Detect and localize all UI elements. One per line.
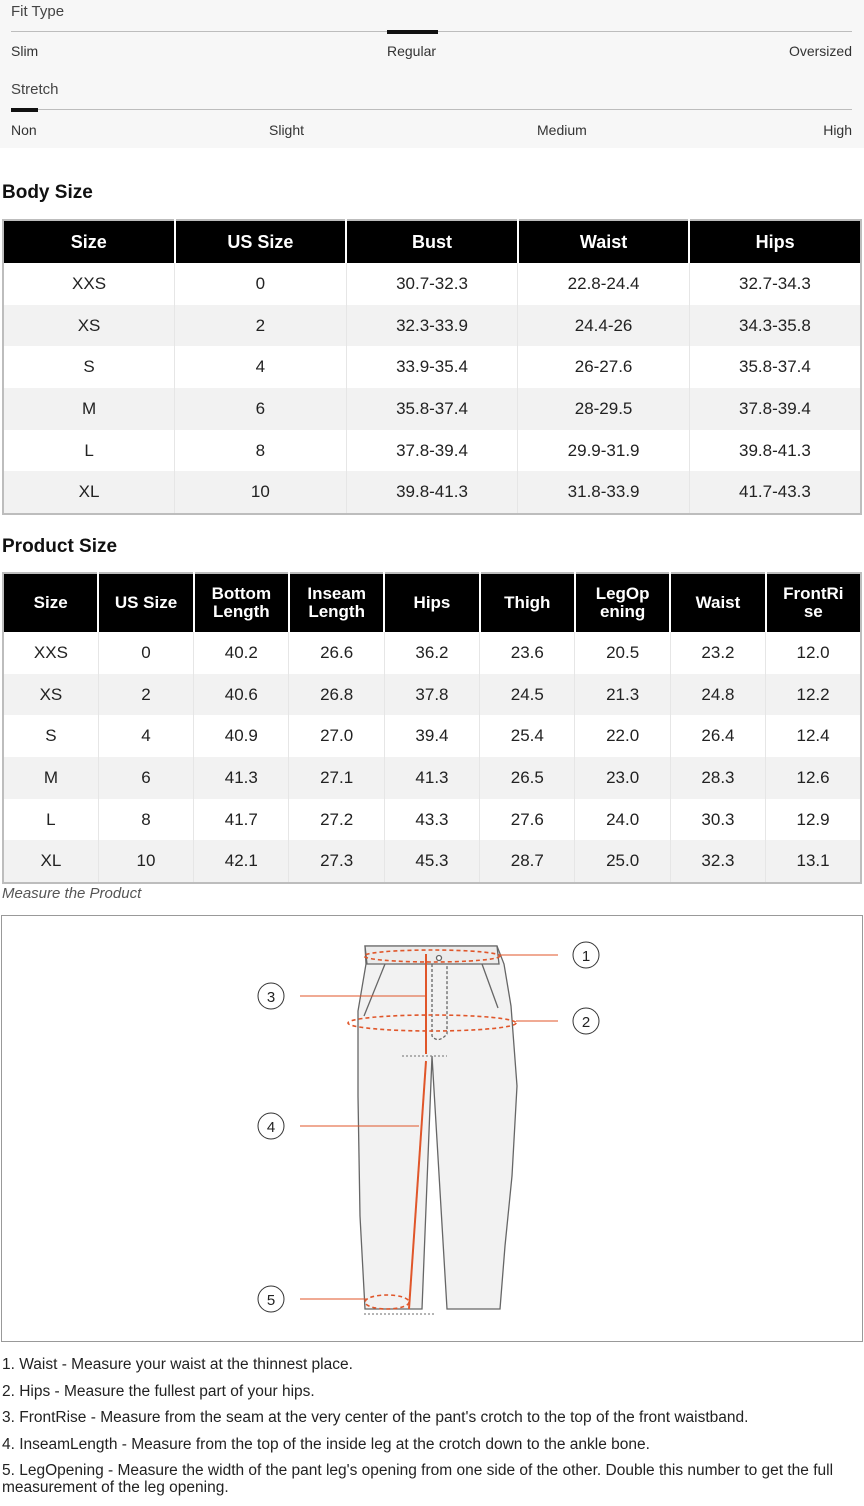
product-size-cell: 12.9 bbox=[766, 799, 861, 841]
callout-3-label: 3 bbox=[266, 989, 276, 1006]
note-hips: 2. Hips - Measure the fullest part of your hips. bbox=[2, 1382, 315, 1400]
product-size-cell: 27.2 bbox=[289, 799, 384, 841]
callout-5 bbox=[258, 1286, 284, 1312]
product-size-cell: 13.1 bbox=[766, 840, 861, 883]
product-size-cell: 26.4 bbox=[670, 715, 765, 757]
body-size-cell: 35.8-37.4 bbox=[346, 388, 518, 430]
stretch-label: Stretch bbox=[11, 81, 59, 98]
body-size-cell: 10 bbox=[175, 471, 347, 514]
product-size-cell: 12.4 bbox=[766, 715, 861, 757]
body-size-cell: 30.7-32.3 bbox=[346, 263, 518, 305]
product-size-cell: 28.3 bbox=[670, 757, 765, 799]
product-size-cell: 12.6 bbox=[766, 757, 861, 799]
product-size-cell: 12.0 bbox=[766, 632, 861, 674]
body-size-cell: S bbox=[83, 357, 95, 377]
product-size-header-cell: Size bbox=[3, 573, 98, 632]
stretch-option-non: Non bbox=[11, 122, 37, 138]
fit-stretch-panel bbox=[0, 0, 864, 148]
product-size-cell: 40.2 bbox=[194, 632, 289, 674]
fit-option-regular: Regular bbox=[387, 43, 437, 59]
note-waist: 1. Waist - Measure your waist at the thinnest place. bbox=[2, 1356, 353, 1373]
body-size-row bbox=[3, 471, 861, 514]
stretch-track bbox=[11, 109, 852, 110]
product-size-cell: 41.3 bbox=[384, 757, 479, 799]
product-size-cell: 25.4 bbox=[480, 715, 575, 757]
product-size-header-cell: Inseam Length bbox=[289, 573, 384, 632]
waistband bbox=[365, 946, 499, 964]
body-size-cell: 41.7-43.3 bbox=[689, 471, 861, 514]
body-size-cell: XXS bbox=[72, 273, 107, 293]
product-size-header-cell: FrontRi se bbox=[766, 573, 861, 632]
body-size-cell: 28-29.5 bbox=[518, 388, 690, 430]
product-size-row bbox=[3, 799, 861, 841]
product-size-row bbox=[3, 757, 861, 799]
product-size-cell: 30.3 bbox=[670, 799, 765, 841]
product-size-cell: 24.8 bbox=[670, 674, 765, 716]
body-size-row bbox=[3, 346, 861, 388]
body-size-cell: XL bbox=[3, 471, 175, 514]
body-size-row bbox=[3, 388, 861, 430]
product-size-cell: 20.5 bbox=[575, 632, 670, 674]
body-size-cell: 39.8-41.3 bbox=[689, 430, 861, 472]
body-size-cell: 4 bbox=[175, 346, 347, 388]
product-size-cell: 25.0 bbox=[575, 840, 670, 883]
product-size-cell: 24.0 bbox=[575, 799, 670, 841]
body-size-cell: 0 bbox=[175, 263, 347, 305]
product-size-table bbox=[2, 572, 862, 884]
waist-button bbox=[437, 956, 442, 961]
product-size-cell: 26.6 bbox=[289, 632, 384, 674]
product-size-cell: S bbox=[45, 726, 57, 746]
callout-3 bbox=[258, 983, 284, 1009]
product-size-header-cell: US Size bbox=[98, 573, 193, 632]
product-size-cell: XL bbox=[3, 840, 98, 883]
product-size-cell: 26.5 bbox=[480, 757, 575, 799]
body-size-cell: L bbox=[84, 440, 94, 460]
stretch-option-medium: Medium bbox=[537, 122, 587, 138]
product-size-cell: 32.3 bbox=[670, 840, 765, 883]
product-size-cell: XXS bbox=[33, 642, 68, 662]
body-size-row bbox=[3, 305, 861, 347]
product-size-cell: 39.4 bbox=[384, 715, 479, 757]
measure-diagram bbox=[1, 915, 863, 1342]
product-size-cell: 8 bbox=[98, 799, 193, 841]
body-size-cell: 2 bbox=[175, 305, 347, 347]
body-size-cell: 39.8-41.3 bbox=[346, 471, 518, 514]
measure-caption: Measure the Product bbox=[2, 885, 142, 902]
product-size-title: Product Size bbox=[2, 536, 118, 557]
product-size-cell: L bbox=[46, 809, 56, 829]
product-size-cell: 6 bbox=[98, 757, 193, 799]
body-size-cell: 32.7-34.3 bbox=[689, 263, 861, 305]
product-size-cell: 37.8 bbox=[384, 674, 479, 716]
body-size-header-cell: Hips bbox=[689, 220, 861, 263]
fit-type-label: Fit Type bbox=[11, 3, 65, 20]
callout-2-label: 2 bbox=[581, 1014, 591, 1031]
product-size-cell: 41.3 bbox=[194, 757, 289, 799]
product-size-cell: 2 bbox=[98, 674, 193, 716]
product-size-row bbox=[3, 715, 861, 757]
body-size-table bbox=[2, 219, 862, 515]
pants-diagram bbox=[2, 916, 862, 1341]
product-size-cell: 10 bbox=[98, 840, 193, 883]
fit-option-oversized: Oversized bbox=[788, 43, 852, 59]
fit-option-slim: Slim bbox=[11, 43, 39, 59]
body-size-header-cell: Waist bbox=[518, 220, 690, 263]
body-size-row bbox=[3, 263, 861, 305]
pants-illustration bbox=[358, 946, 517, 1314]
product-size-header-cell: Bottom Length bbox=[194, 573, 289, 632]
product-size-header-cell: LegOp ening bbox=[575, 573, 670, 632]
product-size-cell: 24.5 bbox=[480, 674, 575, 716]
note-front-rise: 3. FrontRise - Measure from the seam at the very center of the pant's crotch to the top of the front waistband. bbox=[2, 1409, 749, 1426]
body-size-cell: 37.8-39.4 bbox=[346, 430, 518, 472]
stretch-marker bbox=[11, 108, 38, 112]
product-size-header-cell: Waist bbox=[670, 573, 765, 632]
product-size-cell: 27.1 bbox=[289, 757, 384, 799]
body-size-header-cell: US Size bbox=[175, 220, 347, 263]
body-size-cell: 8 bbox=[175, 430, 347, 472]
body-size-cell: XS bbox=[3, 305, 175, 347]
product-size-header-cell: Hips bbox=[384, 573, 479, 632]
body-size-cell: M bbox=[3, 388, 175, 430]
body-size-cell: 24.4-26 bbox=[518, 305, 690, 347]
product-size-cell: M bbox=[3, 757, 98, 799]
body-size-title: Body Size bbox=[2, 182, 93, 203]
callout-5-label: 5 bbox=[266, 1292, 276, 1309]
callout-4-label: 4 bbox=[266, 1119, 276, 1136]
product-size-cell: 42.1 bbox=[194, 840, 289, 883]
body-size-row bbox=[3, 430, 861, 472]
product-size-cell: 22.0 bbox=[575, 715, 670, 757]
measurement-notes bbox=[2, 1356, 852, 1506]
callout-2 bbox=[573, 1008, 599, 1034]
product-size-cell: 23.0 bbox=[575, 757, 670, 799]
product-size-cell: 28.7 bbox=[480, 840, 575, 883]
body-size-cell: 29.9-31.9 bbox=[518, 430, 690, 472]
product-size-cell: 27.0 bbox=[289, 715, 384, 757]
product-size-row bbox=[3, 632, 861, 674]
body-size-cell: 37.8-39.4 bbox=[689, 388, 861, 430]
product-size-row bbox=[3, 674, 861, 716]
body-size-cell: 35.8-37.4 bbox=[689, 346, 861, 388]
product-size-cell: 45.3 bbox=[384, 840, 479, 883]
body-size-cell: 32.3-33.9 bbox=[346, 305, 518, 347]
stretch-option-high: High bbox=[823, 122, 852, 138]
fit-type-marker bbox=[387, 30, 438, 34]
product-size-cell: 40.6 bbox=[194, 674, 289, 716]
body-size-cell: 22.8-24.4 bbox=[518, 263, 690, 305]
product-size-cell: 23.6 bbox=[480, 632, 575, 674]
product-size-cell: 36.2 bbox=[384, 632, 479, 674]
product-size-cell: 23.2 bbox=[670, 632, 765, 674]
product-size-cell: 0 bbox=[98, 632, 193, 674]
product-size-header-cell: Thigh bbox=[480, 573, 575, 632]
callout-4 bbox=[258, 1113, 284, 1139]
product-size-cell: 26.8 bbox=[289, 674, 384, 716]
product-size-cell: 12.2 bbox=[766, 674, 861, 716]
body-size-cell: 31.8-33.9 bbox=[518, 471, 690, 514]
product-size-cell: 43.3 bbox=[384, 799, 479, 841]
product-size-row bbox=[3, 840, 861, 883]
product-size-cell: 21.3 bbox=[575, 674, 670, 716]
body-size-cell: 26-27.6 bbox=[518, 346, 690, 388]
stretch-option-slight: Slight bbox=[269, 122, 305, 138]
body-size-cell: 33.9-35.4 bbox=[346, 346, 518, 388]
callout-1-label: 1 bbox=[581, 948, 591, 965]
product-size-cell: 27.6 bbox=[480, 799, 575, 841]
product-size-cell: 40.9 bbox=[194, 715, 289, 757]
body-size-header-cell: Bust bbox=[346, 220, 518, 263]
product-size-cell: 4 bbox=[98, 715, 193, 757]
body-size-header-cell: Size bbox=[3, 220, 175, 263]
pants-outline bbox=[358, 946, 517, 1309]
note-leg-opening: 5. LegOpening - Measure the width of the pant leg's opening from one side of the other. Double this number to get the full measurement of the leg opening. bbox=[2, 1462, 834, 1496]
product-size-cell: 27.3 bbox=[289, 840, 384, 883]
body-size-cell: 6 bbox=[175, 388, 347, 430]
body-size-cell: 34.3-35.8 bbox=[689, 305, 861, 347]
product-size-cell: 41.7 bbox=[194, 799, 289, 841]
product-size-cell: XS bbox=[3, 674, 98, 716]
callout-1 bbox=[573, 942, 599, 968]
note-inseam-length: 4. InseamLength - Measure from the top of the inside leg at the crotch down to the ankle bone. bbox=[2, 1435, 650, 1453]
